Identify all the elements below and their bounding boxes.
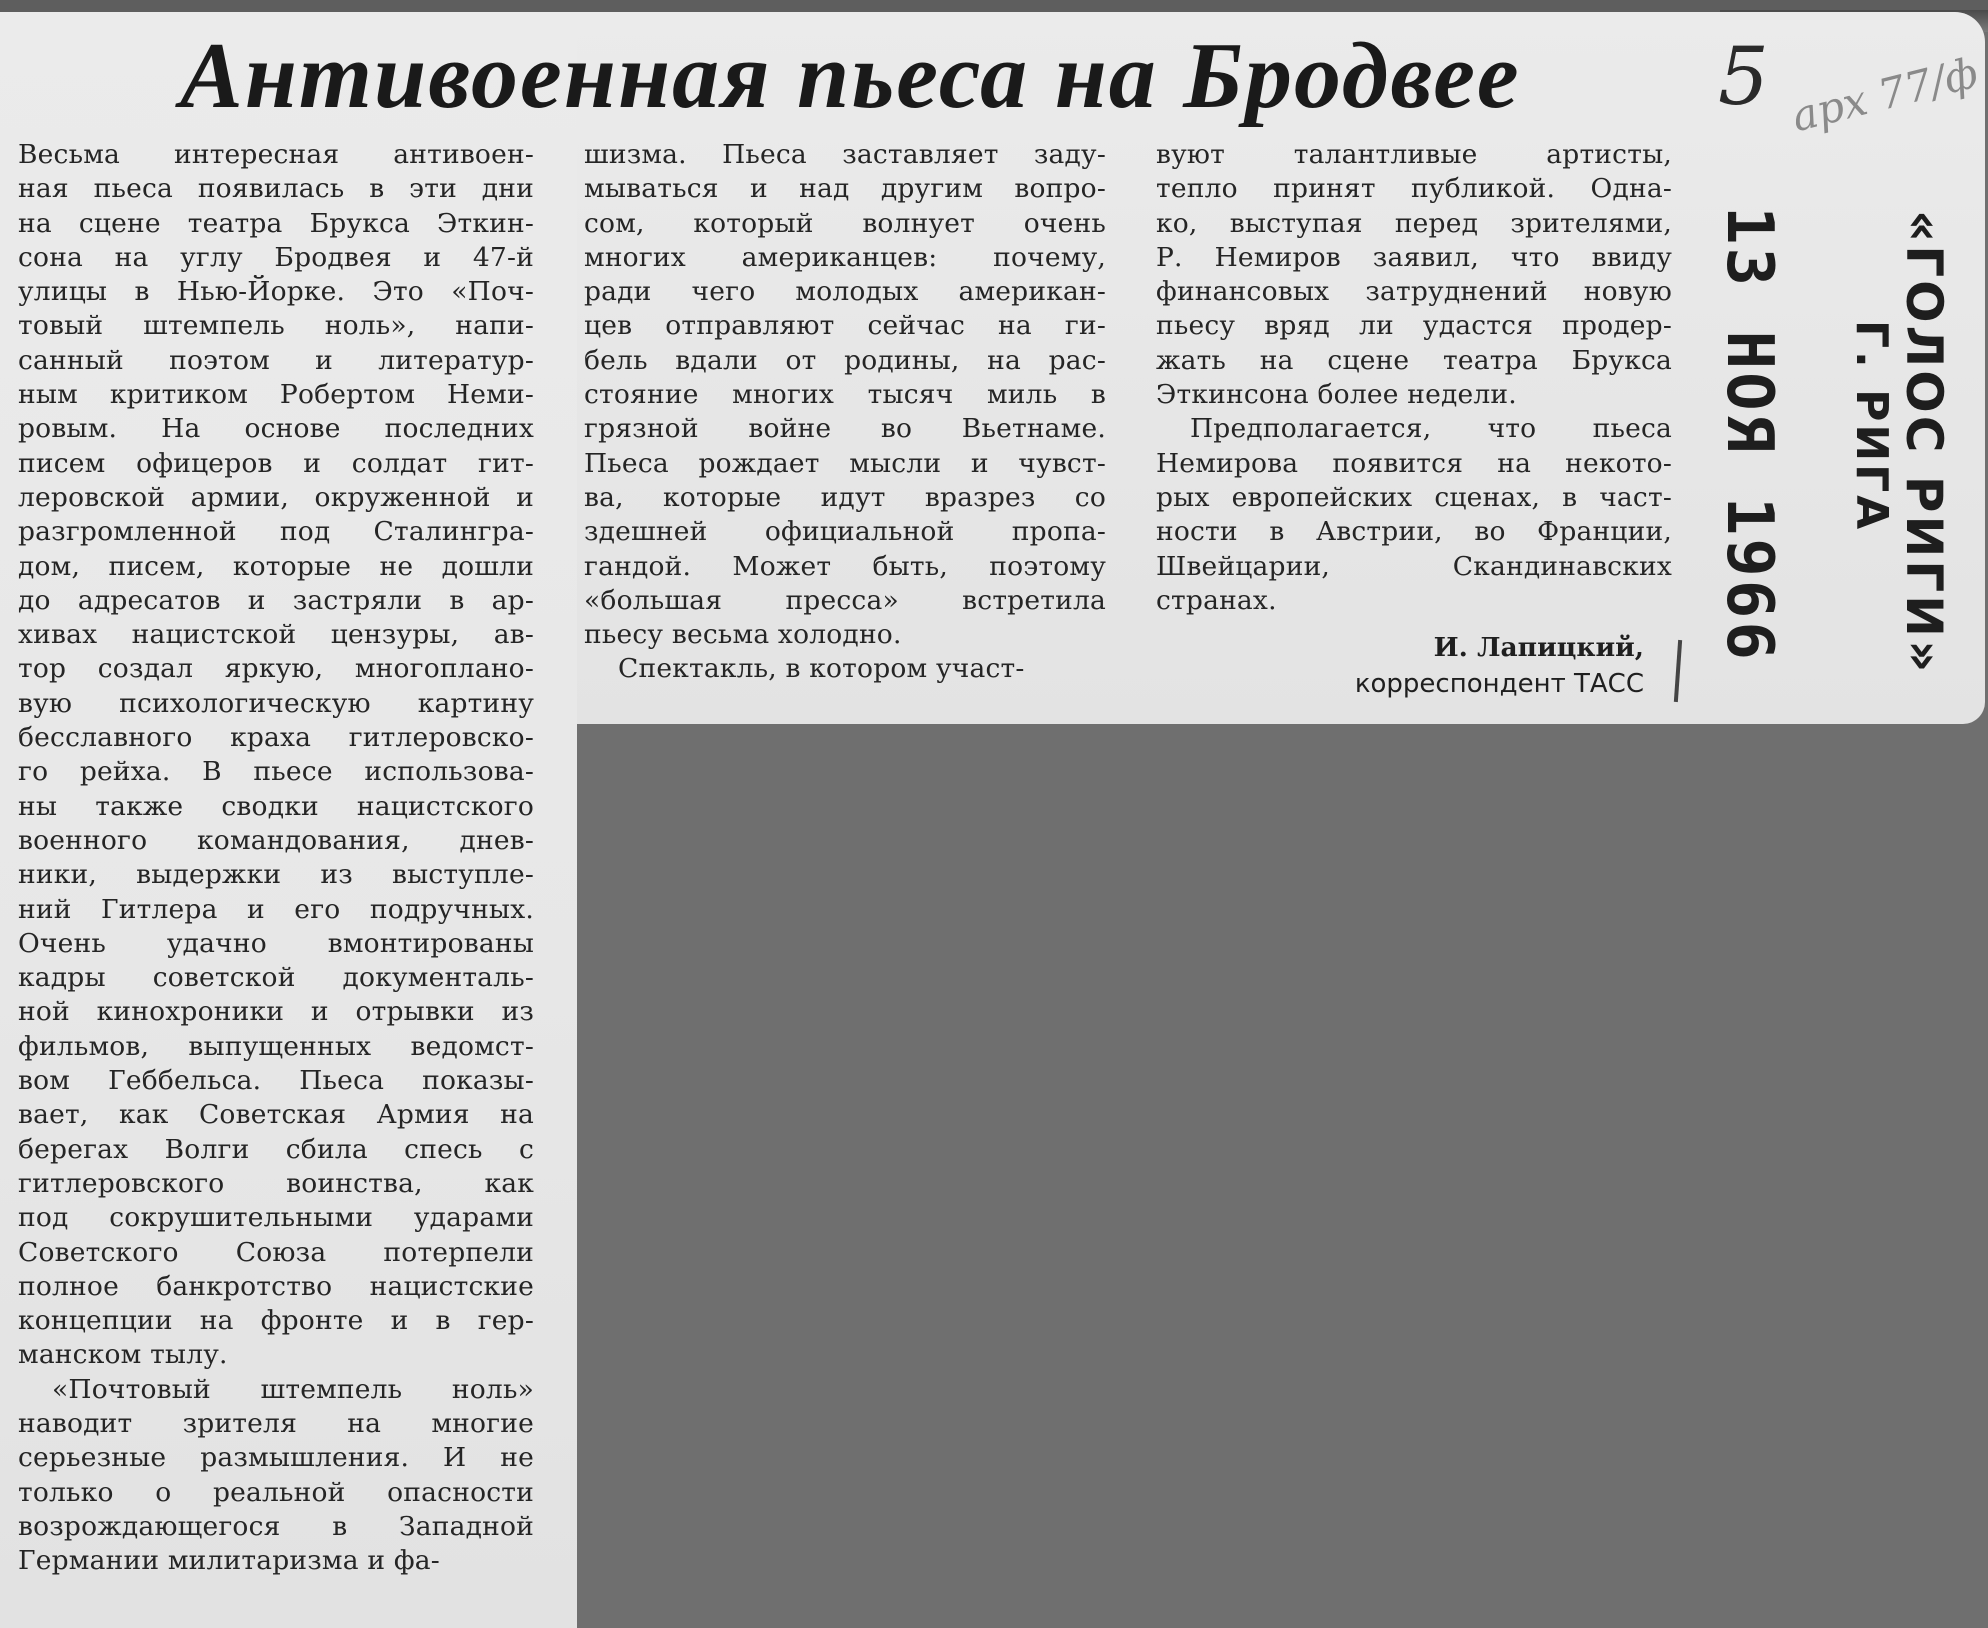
text-line: Очень удачно вмонтированы	[18, 927, 534, 959]
text-line: товый штемпель ноль», напи-	[18, 310, 534, 342]
handwritten-note: арх 77/ф	[1786, 47, 1983, 142]
text-line: ва, которые идут вразрез со	[584, 481, 1106, 513]
text-line: военного командования, днев-	[18, 824, 534, 856]
text-line: леровской армии, окруженной и	[18, 481, 534, 513]
text-line: пьесу весьма холодно.	[584, 619, 902, 651]
text-line: тепло принят публикой. Одна-	[1156, 173, 1672, 205]
text-line: вает, как Советская Армия на	[18, 1099, 534, 1131]
text-line: цев отправляют сейчас на ги-	[584, 310, 1106, 342]
text-line: Советского Союза потерпели	[18, 1236, 534, 1268]
text-line: Пьеса рождает мысли и чувст-	[584, 447, 1106, 479]
text-line: санный поэтом и литератур-	[18, 344, 534, 376]
article-signature	[1156, 630, 1644, 702]
source-city: Г. РИГА	[1846, 320, 1897, 533]
text-line: ко, выступая перед зрителями,	[1156, 207, 1672, 239]
text-line: гитлеровского воинства, как	[18, 1167, 534, 1199]
text-line: тор создал яркую, многопланo-	[18, 653, 534, 685]
text-line: под сокрушительными ударами	[18, 1202, 534, 1234]
article-column-2	[584, 138, 1106, 687]
author-role: корреспондент ТАСС	[1354, 669, 1644, 699]
text-line: вом Геббельса. Пьеса показы-	[18, 1065, 534, 1097]
text-line: берегах Волги сбила спесь с	[18, 1133, 534, 1165]
text-line: только о реальной опасности	[18, 1476, 534, 1508]
text-line: Германии милитаризма и фа-	[18, 1545, 440, 1577]
source-stamp	[1846, 210, 1952, 675]
text-line: гандой. Может быть, поэтому	[584, 550, 1106, 582]
text-line: «большая пресса» встретила	[584, 584, 1106, 616]
text-line: наводит зрителя на многие	[18, 1407, 534, 1439]
text-line: грязной войне во Вьетнаме.	[584, 413, 1106, 445]
text-line: серьезные размышления. И не	[18, 1442, 534, 1474]
text-line: манском тылу.	[18, 1339, 228, 1371]
text-line: вуют талантливые артисты,	[1156, 139, 1672, 170]
text-line: многих американцев: почему,	[584, 241, 1106, 273]
text-line: здешней официальной пропа-	[584, 516, 1106, 548]
text-line: улицы в Нью-Йорке. Это «Поч-	[18, 276, 534, 308]
text-line: сона на углу Бродвея и 47-й	[18, 241, 534, 273]
text-line: полное банкротство нацистские	[18, 1270, 534, 1302]
article-column-3	[1156, 138, 1672, 618]
text-line: Швейцарии, Скандинавских	[1156, 550, 1672, 582]
text-line: ным критиком Робертом Неми-	[18, 379, 534, 411]
text-line: пьесу вряд ли удастся продер-	[1156, 310, 1672, 342]
text-line: шизма. Пьеса заставляет заду-	[584, 139, 1106, 170]
text-line: Немирова появится на некото-	[1156, 447, 1672, 479]
text-line: до адресатов и застряли в ар-	[18, 584, 534, 616]
text-line: стояние многих тысяч миль в	[584, 379, 1106, 411]
text-line: Предполагается, что пьеса	[1190, 413, 1672, 445]
text-line: дом, писем, которые не дошли	[18, 550, 534, 582]
text-line: ради чего молодых американ-	[584, 276, 1106, 308]
text-line: вую психологическую картину	[18, 687, 534, 719]
text-line: финансовых затруднений новую	[1156, 276, 1672, 308]
text-line: разгромленной под Сталингра-	[18, 516, 534, 548]
text-line: концепции на фронте и в гер-	[18, 1305, 534, 1337]
text-line: хивах нацистской цензуры, ав-	[18, 619, 534, 651]
text-line: фильмов, выпущенных ведомст-	[18, 1030, 534, 1062]
text-line: ной кинохроники и отрывки из	[18, 996, 534, 1028]
text-line: сом, который волнует очень	[584, 207, 1106, 239]
text-line: Эткинсона более недели.	[1156, 379, 1517, 411]
text-line: писем офицеров и солдат гит-	[18, 447, 534, 479]
text-line: Весьма интересная антивоен-	[18, 139, 534, 170]
text-line: ники, выдержки из выступле-	[18, 859, 534, 891]
date-stamp: 13 НОЯ 1966	[1712, 206, 1786, 663]
text-line: ны также сводки нацистского	[18, 790, 534, 822]
text-line: жать на сцене театра Брукса	[1156, 344, 1672, 376]
text-line: Спектакль, в котором участ-	[618, 653, 1025, 685]
text-line: «Почтовый штемпель ноль»	[52, 1373, 534, 1405]
text-line: мываться и над другим вопро-	[584, 173, 1106, 205]
text-line: возрождающегося в Западной	[18, 1510, 534, 1542]
text-line: бесславного краха гитлеровско-	[18, 722, 534, 754]
text-line: на сцене театра Брукса Эткин-	[18, 207, 534, 239]
source-paper-name: «ГОЛОС РИГИ»	[1895, 210, 1953, 676]
text-line: Р. Немиров заявил, что ввиду	[1156, 241, 1672, 273]
text-line: странах.	[1156, 584, 1277, 616]
text-line: бель вдали от родины, на рас-	[584, 344, 1106, 376]
handwritten-number: 5	[1718, 30, 1769, 123]
text-line: ности в Австрии, во Франции,	[1156, 516, 1672, 548]
text-line: го рейха. В пьесе использова-	[18, 756, 534, 788]
author-name: И. Лапицкий,	[1433, 632, 1644, 663]
text-line: кадры советской документаль-	[18, 962, 534, 994]
text-line: ная пьеса появилась в эти дни	[18, 173, 534, 205]
article-headline: Антивоенная пьеса на Бродвее	[180, 24, 1521, 128]
text-line: ний Гитлера и его подручных.	[18, 893, 534, 925]
article-column-1	[18, 138, 534, 1578]
text-line: ровым. На основе последних	[18, 413, 534, 445]
text-line: рых европейских сценах, в част-	[1156, 481, 1672, 513]
